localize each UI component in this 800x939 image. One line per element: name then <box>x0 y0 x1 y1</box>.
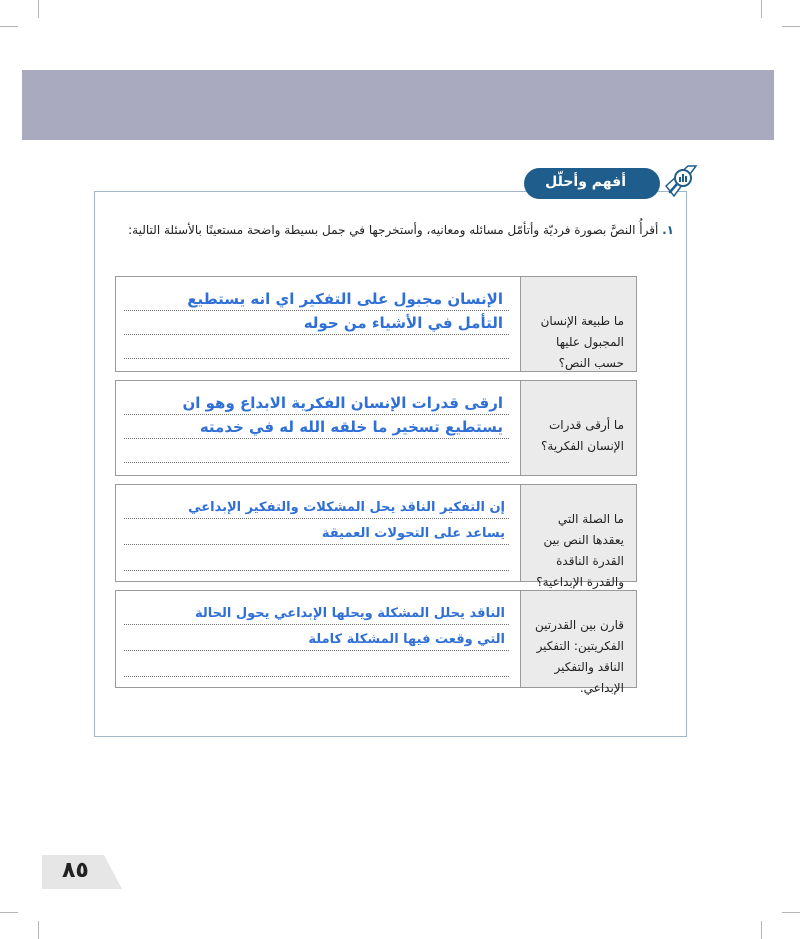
answer-line <box>124 544 509 545</box>
answer-cell <box>124 277 509 371</box>
answer-line <box>124 518 509 519</box>
header-banner <box>22 70 774 140</box>
crop-mark <box>0 26 18 27</box>
crop-mark <box>782 912 800 913</box>
answer-text: يستطيع تسخير ما خلقه الله له في خدمته <box>199 418 503 436</box>
table-row <box>115 484 637 589</box>
answer-line <box>124 438 509 439</box>
crop-mark <box>782 26 800 27</box>
answer-text: إن التفكير الناقد يحل المشكلات والتفكير الإبداعي <box>188 500 505 515</box>
question-cell <box>520 485 636 589</box>
row-question: ما الصلة التي يعقدها النص بين القدرة الناقدة والقدرة الإبداعية؟ <box>536 512 624 589</box>
crop-mark <box>38 921 39 939</box>
question-prompt <box>108 219 674 241</box>
answer-text: الناقد يحلل المشكلة ويحلها الإبداعي يحول الحالة <box>194 606 505 621</box>
answer-line <box>124 650 509 651</box>
row-question: ما طبيعة الإنسان المجبول عليها حسب النص؟ <box>540 314 624 370</box>
answer-text: يساعد على التحولات العميقة <box>321 526 505 541</box>
answer-line <box>124 358 509 359</box>
row-question: ما أرقى قدرات الإنسان الفكرية؟ <box>541 418 624 453</box>
question-number: ١. <box>662 223 674 237</box>
page-number: ٨٥ <box>62 858 89 883</box>
answer-line <box>124 414 509 415</box>
crop-mark <box>761 921 762 939</box>
table-row <box>115 380 637 476</box>
answer-line <box>124 462 509 463</box>
answer-text: التأمل في الأشياء من حوله <box>303 314 503 332</box>
answer-text: ارقى قدرات الإنسان الفكرية الابداع وهو ان <box>182 394 503 412</box>
answer-line <box>124 310 509 311</box>
question-cell <box>520 381 636 475</box>
answer-text: الإنسان مجبول على التفكير اي انه يستطيع <box>187 290 503 308</box>
crop-mark <box>761 0 762 18</box>
answer-line <box>124 334 509 335</box>
answer-cell <box>124 591 509 687</box>
answer-line <box>124 676 509 677</box>
crop-mark <box>38 0 39 18</box>
question-cell <box>520 277 636 371</box>
table-row <box>115 590 637 695</box>
question-cell <box>520 591 636 695</box>
answer-line <box>124 570 509 571</box>
section-title: أفهم وأحلّل <box>545 174 626 190</box>
answer-text: التي وقعت فيها المشكلة كاملة <box>308 632 505 647</box>
magnifier-chart-icon <box>664 164 698 198</box>
answer-cell <box>124 381 509 475</box>
row-question: قارن بين القدرتين الفكريتين: التفكير الناقد والتفكير الإبداعي. <box>535 618 624 695</box>
answer-cell <box>124 485 509 581</box>
crop-mark <box>0 912 18 913</box>
answer-line <box>124 624 509 625</box>
section-title-pill <box>524 168 660 199</box>
question-text: أقرأُ النصَّ بصورة فرديّة وأتأمّل مسائله ومعانيه، وأستخرجها في جمل بسيطة واضحة مستعينًا بالأسئلة التالية: <box>128 223 659 237</box>
table-row <box>115 276 637 372</box>
